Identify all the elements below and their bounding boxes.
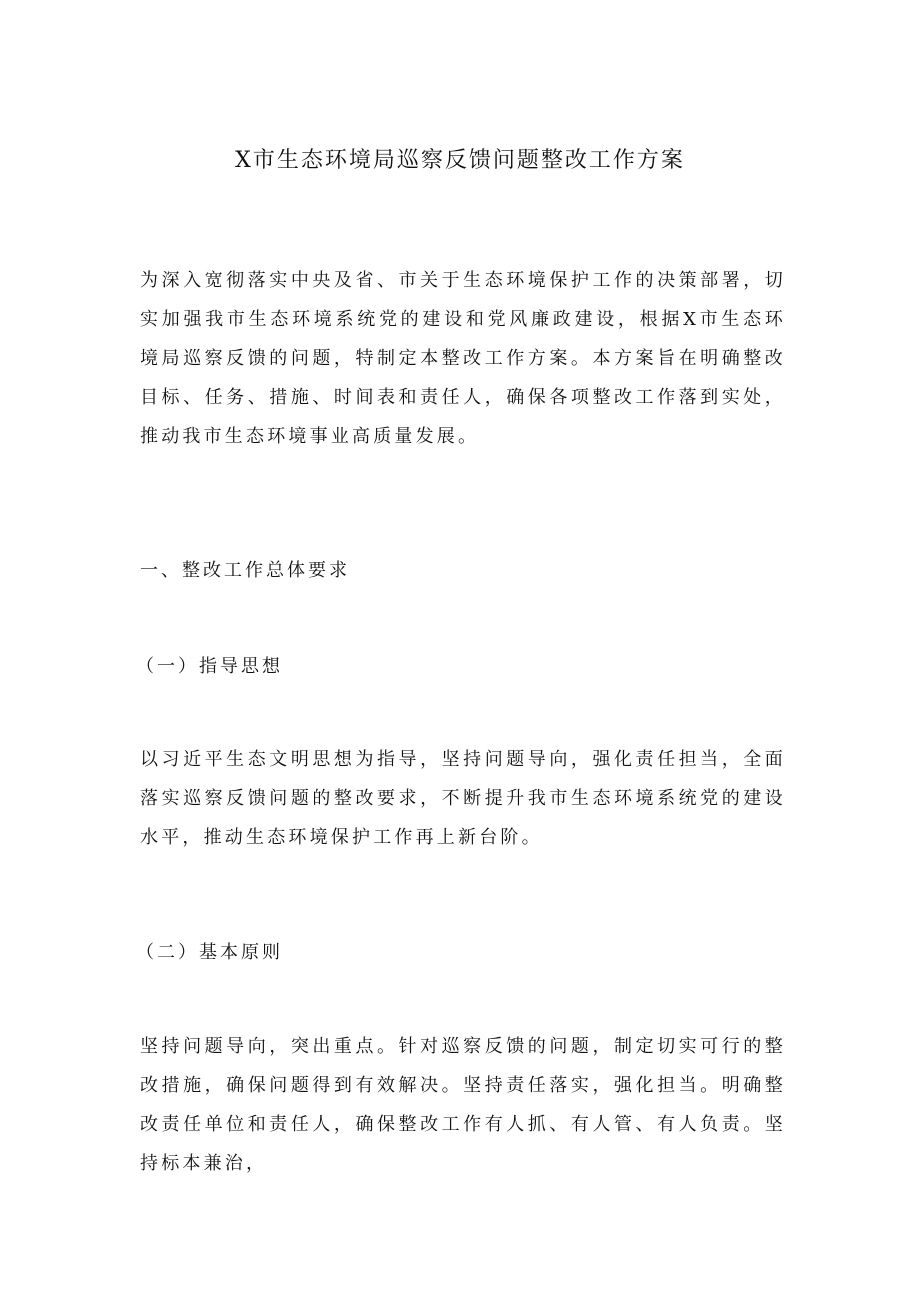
document-title: X市生态环境局巡察反馈问题整改工作方案 bbox=[235, 148, 685, 173]
guiding-thought-paragraph: 以习近平生态文明思想为指导，坚持问题导向，强化责任担当，全面落实巡察反馈问题的整改要求，不断提升我市生态环境系统党的建设水平，推动生态环境保护工作再上新台阶。 bbox=[140, 749, 786, 848]
basic-principles-paragraph: 坚持问题导向，突出重点。针对巡察反馈的问题，制定切实可行的整改措施，确保问题得到有效解决。坚持责任落实，强化担当。明确整改责任单位和责任人，确保整改工作有人抓、有人管、有人负责。坚持标本兼治， bbox=[140, 1036, 786, 1174]
section-heading-overall-requirements: 一、整改工作总体要求 bbox=[140, 560, 350, 581]
subsection-heading-guiding-thought: （一）指导思想 bbox=[136, 656, 283, 677]
subsection-heading-basic-principles: （二）基本原则 bbox=[136, 942, 283, 963]
intro-paragraph: 为深入宽彻落实中央及省、市关于生态环境保护工作的决策部署，切实加强我市生态环境系统党的建设和党风廉政建设，根据X市生态环境局巡察反馈的问题，特制定本整改工作方案。本方案旨在明确整改目标、任务、措施、时间表和责任人，确保各项整改工作落到实处，推动我市生态环境事业高质量发展。 bbox=[140, 270, 786, 447]
